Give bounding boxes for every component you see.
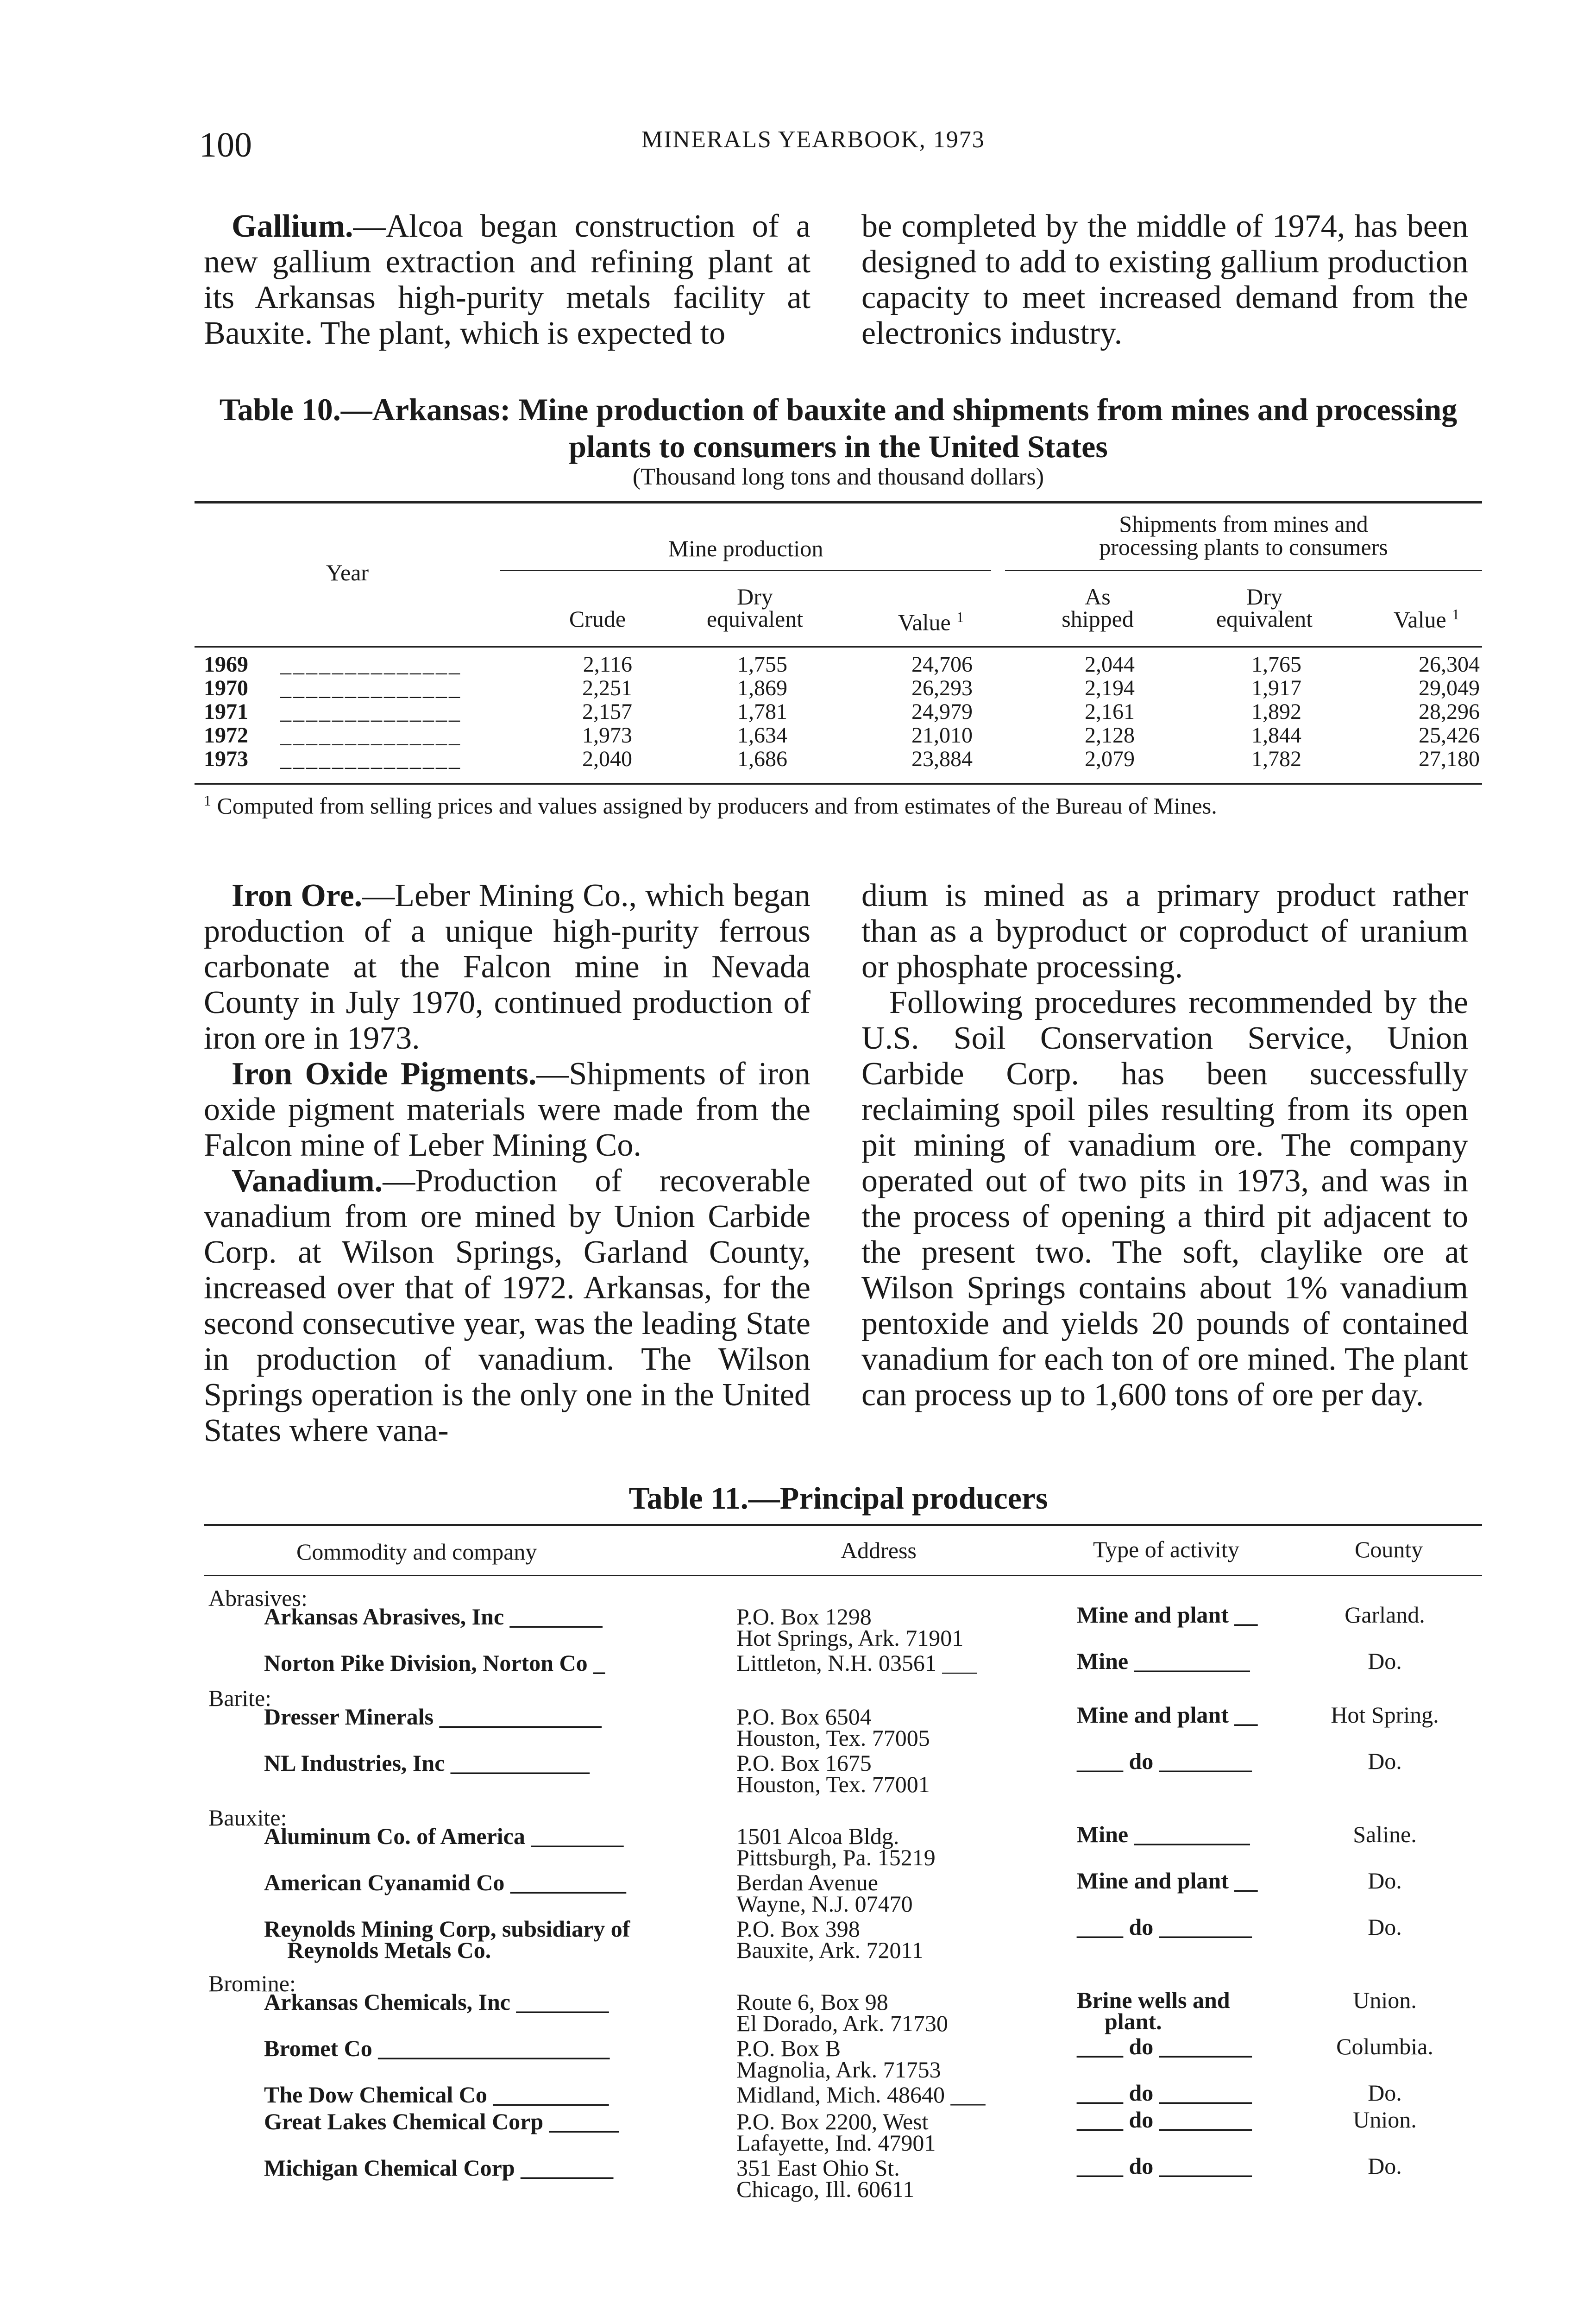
- table10-header-value-text: Value: [898, 609, 951, 636]
- table11-address-cell-cont: Chicago, Ill. 60611: [736, 2176, 915, 2202]
- table10-header-dry-2: equivalent: [706, 606, 804, 632]
- left-column: [204, 878, 811, 1448]
- table10-ship-value-cell: 28,296: [1419, 699, 1480, 724]
- iron-ore-heading: Iron Ore.: [232, 878, 363, 913]
- table11-activity-cell: ____ do ________: [1077, 1914, 1252, 1940]
- table10-dry-cell: 1,755: [737, 652, 787, 677]
- table10-title-line1: Table 10.—Arkansas: Mine production of bauxite and shipments from mines and processing: [219, 392, 1458, 427]
- table11-address-cell: Littleton, N.H. 03561 ___: [736, 1650, 977, 1676]
- table10-as-shipped-cell: 2,194: [1085, 676, 1135, 700]
- table11-commodity-label: Abrasives:: [208, 1585, 308, 1611]
- table10-value-cell: 24,979: [911, 699, 973, 724]
- table10-header-rule: [195, 646, 1482, 648]
- table11-address-cell-cont: Magnolia, Ark. 71753: [736, 2057, 941, 2083]
- table10-leader-dots: ______________: [280, 699, 462, 724]
- gallium-heading: Gallium.: [232, 208, 353, 244]
- table10-dry-cell: 1,686: [737, 747, 787, 771]
- table11-address-cell: 1501 Alcoa Bldg.: [736, 1823, 899, 1849]
- table10-mine-group-rule: [500, 570, 991, 571]
- table10-footnote: [204, 787, 1473, 819]
- table10-ship-group-rule: [1005, 570, 1482, 571]
- table10-header-svalue-text: Value: [1393, 606, 1446, 633]
- table11-company-cell: Arkansas Abrasives, Inc ________: [264, 1604, 603, 1630]
- table11-address-cell: P.O. Box 2200, West: [736, 2108, 929, 2134]
- table10-ship-value-cell: 25,426: [1419, 723, 1480, 748]
- table10-year-cell: 1970: [204, 676, 248, 700]
- table10-ship-dry-cell: 1,844: [1251, 723, 1301, 748]
- table10-header-crude: Crude: [569, 606, 626, 632]
- table11-activity-cell: ____ do ________: [1077, 2033, 1252, 2059]
- table11-county-cell: Do.: [1368, 1748, 1402, 1774]
- table11-company-cell: Great Lakes Chemical Corp ______: [264, 2108, 619, 2134]
- table11-address-cell-cont: Bauxite, Ark. 72011: [736, 1937, 924, 1963]
- table10-header-value-sup: 1: [956, 609, 964, 625]
- table10-ship-dry-cell: 1,917: [1251, 676, 1301, 700]
- gallium-paragraph: [204, 208, 811, 351]
- table11-header-activity: Type of activity: [1093, 1536, 1239, 1562]
- table11-address-cell: P.O. Box 398: [736, 1916, 860, 1942]
- table11-top-rule: [204, 1524, 1482, 1526]
- table10-crude-cell: 1,973: [582, 723, 632, 748]
- table11-address-cell-cont: Wayne, N.J. 07470: [736, 1891, 913, 1917]
- table11-activity-cell-cont: plant.: [1105, 2008, 1162, 2034]
- table11-title: Table 11.—Principal producers: [628, 1480, 1048, 1516]
- table11-commodity-label: Bromine:: [208, 1970, 296, 1996]
- table11-address-cell-cont: Pittsburgh, Pa. 15219: [736, 1844, 936, 1870]
- table11-activity-cell: ____ do ________: [1077, 1748, 1252, 1774]
- table10-leader-dots: ______________: [280, 747, 462, 771]
- table11-county-cell: Do.: [1368, 2153, 1402, 2179]
- table10-header-shipments-1: Shipments from mines and: [1119, 511, 1368, 537]
- table11-activity-cell: ____ do ________: [1077, 2080, 1252, 2106]
- table11-company-cell: NL Industries, Inc ____________: [264, 1750, 590, 1776]
- table11-address-cell: Route 6, Box 98: [736, 1989, 888, 2015]
- table10-ship-dry-cell: 1,892: [1251, 699, 1301, 724]
- table10-ship-dry-cell: 1,765: [1251, 652, 1301, 677]
- table10-value-cell: 26,293: [911, 676, 973, 700]
- table10-as-shipped-cell: 2,128: [1085, 723, 1135, 748]
- table10-dry-cell: 1,781: [737, 699, 787, 724]
- table11-county-cell: Hot Spring.: [1331, 1702, 1439, 1728]
- table11-county-cell: Do.: [1368, 1914, 1402, 1940]
- table10-title-line2: plants to consumers in the United States: [569, 429, 1108, 464]
- table10-header-svalue: [1366, 602, 1487, 632]
- table11-activity-cell: Mine and plant __: [1077, 1602, 1258, 1628]
- table10-crude-cell: 2,116: [583, 652, 632, 677]
- table11-address-cell-cont: Hot Springs, Ark. 71901: [736, 1625, 964, 1651]
- table10-year-cell: 1971: [204, 699, 248, 724]
- table10-leader-dots: ______________: [280, 723, 462, 748]
- table11-header-rule: [204, 1575, 1482, 1576]
- table11-company-cell: Michigan Chemical Corp ________: [264, 2155, 614, 2181]
- table10-crude-cell: 2,251: [582, 676, 632, 700]
- table10-as-shipped-cell: 2,079: [1085, 747, 1135, 771]
- page-number: 100: [199, 126, 252, 164]
- table11-company-cell: Reynolds Mining Corp, subsidiary of: [264, 1916, 630, 1942]
- table11-address-cell: Berdan Avenue: [736, 1869, 878, 1895]
- table11-county-cell: Union.: [1353, 1987, 1417, 2013]
- vanadium-continued: dium is mined as a primary product rather than as a byproduct or coproduct of uranium or phosphate processing.: [861, 878, 1468, 985]
- table10-year-cell: 1973: [204, 747, 248, 771]
- table10-footnote-sup: 1: [204, 792, 211, 809]
- table11-company-cell: Aluminum Co. of America ________: [264, 1823, 624, 1849]
- table11-address-cell: P.O. Box 6504: [736, 1704, 872, 1730]
- table11-title-wrap: [199, 1480, 1477, 1517]
- table10-as-shipped-cell: 2,161: [1085, 699, 1135, 724]
- table11-address-cell: 351 East Ohio St.: [736, 2155, 900, 2181]
- table10-as-shipped-cell: 2,044: [1085, 652, 1135, 677]
- table10-value-cell: 23,884: [911, 747, 973, 771]
- table10-header-sdry-1: Dry: [1246, 584, 1282, 610]
- table10-ship-dry-cell: 1,782: [1251, 747, 1301, 771]
- table10-leader-dots: ______________: [280, 652, 462, 677]
- iron-oxide-paragraph: [204, 1056, 811, 1163]
- table11-activity-cell: Brine wells and: [1077, 1987, 1230, 2013]
- table11-address-cell: P.O. Box 1298: [736, 1604, 872, 1630]
- table10-crude-cell: 2,157: [582, 699, 632, 724]
- iron-ore-paragraph: [204, 878, 811, 1056]
- table11-address-cell-cont: Houston, Tex. 77005: [736, 1725, 930, 1751]
- table11-county-cell: Do.: [1368, 1868, 1402, 1894]
- table11-county-cell: Saline.: [1353, 1821, 1417, 1847]
- table11-company-cell: Arkansas Chemicals, Inc ________: [264, 1989, 609, 2015]
- table10-header-shipments-2: processing plants to consumers: [1099, 534, 1388, 560]
- table10-top-rule: [195, 501, 1482, 503]
- table10-value-cell: 24,706: [911, 652, 973, 677]
- reclamation-paragraph: Following procedures recommended by the U.S. Soil Conservation Service, Union Carbide Corp. has been successfully reclaiming spoil piles resulting from its open pit mining of vanadium ore. The company operated out of two pits in 1973, and was in the process of opening a third pit adjacent to the present two. The soft, claylike ore at Wilson Springs contains about 1% vanadium pentoxide and yields 20 pounds of contained vanadium for each ton of ore mined. The plant can process up to 1,600 tons of ore per day.: [861, 985, 1468, 1413]
- iron-oxide-text: —Shipments of iron oxide pigment materials were made from the Falcon mine of Leber Mining Co.: [204, 1056, 811, 1163]
- table10-header-sdry-2: equivalent: [1216, 606, 1313, 632]
- table11-activity-cell: Mine __________: [1077, 1821, 1250, 1847]
- table11-header-address: Address: [841, 1537, 917, 1563]
- table10-header-value: [871, 605, 991, 635]
- table11-address-cell: P.O. Box 1675: [736, 1750, 872, 1776]
- running-title: MINERALS YEARBOOK, 1973: [641, 126, 985, 153]
- table11-address-cell-cont: El Dorado, Ark. 71730: [736, 2010, 948, 2036]
- table11-company-cell: Norton Pike Division, Norton Co _: [264, 1650, 605, 1676]
- table11-activity-cell: Mine __________: [1077, 1648, 1250, 1674]
- table10-leader-dots: ______________: [280, 676, 462, 700]
- iron-ore-text: —Leber Mining Co., which began production of a unique high-purity ferrous carbonate at the Falcon mine in Nevada County in July 1970, continued production of iron ore in 1973.: [204, 878, 811, 1056]
- table11-address-cell: P.O. Box B: [736, 2035, 841, 2061]
- table10-header-as-1: As: [1085, 584, 1111, 610]
- table11-county-cell: Columbia.: [1336, 2033, 1433, 2059]
- table10-header-svalue-sup: 1: [1452, 606, 1460, 623]
- table10-bottom-rule: [195, 783, 1482, 785]
- iron-oxide-heading: Iron Oxide Pigments.: [232, 1056, 537, 1092]
- table10-dry-cell: 1,869: [737, 676, 787, 700]
- table10-year-cell: 1972: [204, 723, 248, 748]
- gallium-paragraph-continued: be completed by the middle of 1974, has been designed to add to existing gallium production capacity to meet increased demand from the electronics industry.: [861, 208, 1468, 351]
- table11-commodity-label: Bauxite:: [208, 1805, 287, 1831]
- gallium-text: —Alcoa began construction of a new gallium extraction and refining plant at its Arkansas high-purity metals facility at Bauxite. The plant, which is expected to: [204, 208, 811, 351]
- table11-company-cell-cont: Reynolds Metals Co.: [287, 1937, 491, 1963]
- table11-company-cell: Dresser Minerals ______________: [264, 1704, 602, 1730]
- table11-company-cell: The Dow Chemical Co __________: [264, 2082, 609, 2108]
- table11-header-company: Commodity and company: [296, 1539, 537, 1565]
- table10-ship-value-cell: 27,180: [1419, 747, 1480, 771]
- table11-activity-cell: ____ do ________: [1077, 2153, 1252, 2179]
- table11-county-cell: Union.: [1353, 2107, 1417, 2133]
- table10-header-mine-production: Mine production: [668, 535, 823, 561]
- table11-company-cell: Bromet Co ____________________: [264, 2035, 610, 2061]
- table10-title: [199, 391, 1477, 428]
- table10-header-year: Year: [326, 560, 369, 585]
- table10-header-as-2: shipped: [1062, 606, 1134, 632]
- table11-address-cell-cont: Houston, Tex. 77001: [736, 1771, 930, 1797]
- table10-footnote-text: Computed from selling prices and values assigned by producers and from estimates of the Bureau of Mines.: [217, 793, 1217, 819]
- vanadium-heading: Vanadium.: [232, 1163, 383, 1199]
- table11-address-cell: Midland, Mich. 48640 ___: [736, 2082, 986, 2108]
- table10-subtitle: (Thousand long tons and thousand dollars): [632, 464, 1044, 490]
- table10-crude-cell: 2,040: [582, 747, 632, 771]
- table11-county-cell: Do.: [1368, 2080, 1402, 2106]
- table11-activity-cell: ____ do ________: [1077, 2107, 1252, 2133]
- vanadium-paragraph: [204, 1163, 811, 1448]
- table11-county-cell: Garland.: [1345, 1602, 1425, 1628]
- table10-title-line2-wrap: [199, 428, 1477, 465]
- table11-activity-cell: Mine and plant __: [1077, 1702, 1258, 1728]
- table10-ship-value-cell: 29,049: [1419, 676, 1480, 700]
- table11-activity-cell: Mine and plant __: [1077, 1868, 1258, 1894]
- table10-ship-value-cell: 26,304: [1419, 652, 1480, 677]
- table11-county-cell: Do.: [1368, 1648, 1402, 1674]
- table10-header-dry-1: Dry: [737, 584, 773, 610]
- table11-address-cell-cont: Lafayette, Ind. 47901: [736, 2130, 936, 2156]
- table10-year-cell: 1969: [204, 652, 248, 677]
- table11-commodity-label: Barite:: [208, 1685, 272, 1711]
- table11-header-county: County: [1355, 1536, 1423, 1562]
- table11-company-cell: American Cyanamid Co __________: [264, 1869, 626, 1895]
- table10-dry-cell: 1,634: [737, 723, 787, 748]
- vanadium-text: —Production of recoverable vanadium from ore mined by Union Carbide Corp. at Wilson Springs, Garland County, increased over that of 1972. Arkansas, for the second consecutive year, was the leading State in production of vanadium. The Wilson Springs operation is the only one in the United States where vana-: [204, 1163, 811, 1448]
- right-column: [861, 878, 1468, 1413]
- table10-value-cell: 21,010: [911, 723, 973, 748]
